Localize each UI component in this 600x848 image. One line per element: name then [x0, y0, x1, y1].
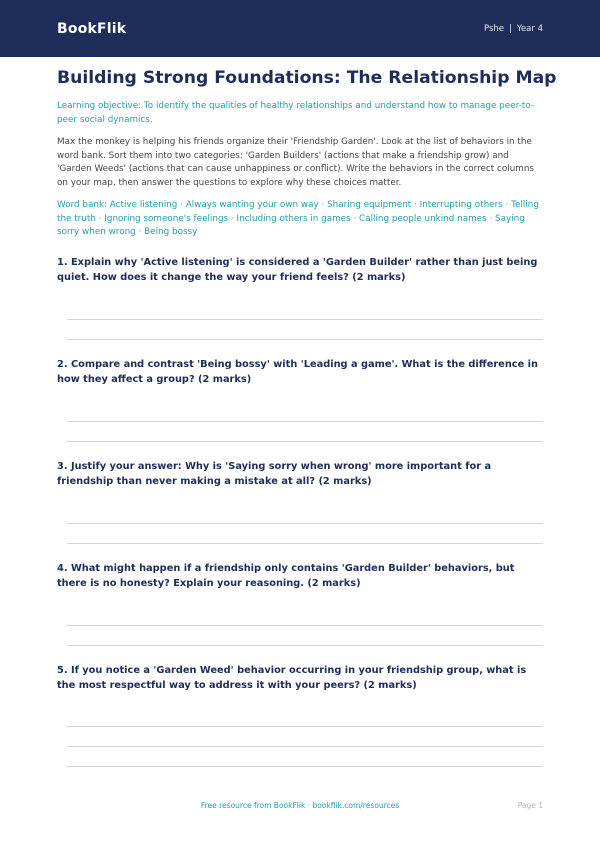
page-header [0, 0, 600, 57]
question-text: 4. What might happen if a friendship only contains 'Garden Builder' behaviors, but there is no honesty? Explain your reasoning. (2 marks) [57, 563, 515, 589]
page-title: Building Strong Foundations: The Relationship Map [57, 68, 557, 88]
answer-line[interactable] [67, 523, 543, 524]
answer-line[interactable] [67, 441, 543, 442]
answer-line[interactable] [67, 766, 543, 767]
question-4 [57, 562, 543, 591]
footer-credit[interactable]: Free resource from BookFlik · bookflik.com/resources [200, 801, 400, 810]
header-meta [484, 24, 543, 34]
subject-label: Pshe [483, 23, 505, 34]
answer-line[interactable] [67, 319, 543, 320]
answer-line[interactable] [67, 339, 543, 340]
learning-objective: Learning objective: To identify the qualities of healthy relationships and understand how to manage peer-to-peer social dynamics. [57, 101, 534, 125]
answer-line[interactable] [67, 625, 543, 626]
answer-line[interactable] [67, 746, 543, 747]
answer-line[interactable] [67, 421, 543, 422]
year-label: Year 4 [516, 23, 543, 34]
question-text: 5. If you notice a 'Garden Weed' behavior occurring in your friendship group, what is the most respectful way to address it with your peers? (2 marks) [57, 665, 527, 691]
page-number: Page 1 [517, 801, 543, 810]
question-text: 3. Justify your answer: Why is 'Saying sorry when wrong' more important for a friendship than never making a mistake at all? (2 marks) [57, 461, 492, 487]
question-text: 2. Compare and contrast 'Being bossy' with 'Leading a game'. What is the difference in how they affect a group? (2 marks) [57, 359, 538, 385]
question-1 [57, 256, 543, 285]
word-bank: Word bank: Active listening · Always wanting your own way · Sharing equipment · Interrupting others · Telling the truth · Ignoring someone's feelings · Including others in games · Calling people unkind names · Saying sorry when wrong · Being bossy [57, 200, 539, 237]
page-footer [0, 801, 600, 815]
answer-line[interactable] [67, 645, 543, 646]
question-5 [57, 664, 543, 693]
question-text: 1. Explain why 'Active listening' is considered a 'Garden Builder' rather than just being quiet. How does it change the way your friend feels? (2 marks) [57, 257, 538, 283]
instructions: Max the monkey is helping his friends organize their 'Friendship Garden'. Look at the list of behaviors in the word bank. Sort them into two categories: 'Garden Builders' (actions that make a friendship grow) and 'Garden Weeds' (actions that can cause unhappiness or conflict). Write the behaviors in the correct columns on your map, then answer the questions to explore why these choices matter. [57, 137, 535, 188]
answer-line[interactable] [67, 726, 543, 727]
header-separator: | [509, 23, 512, 34]
answer-line[interactable] [67, 543, 543, 544]
brand-logo: BookFlik [57, 20, 127, 37]
question-2 [57, 358, 543, 387]
question-3 [57, 460, 543, 489]
worksheet-intro [57, 57, 557, 240]
